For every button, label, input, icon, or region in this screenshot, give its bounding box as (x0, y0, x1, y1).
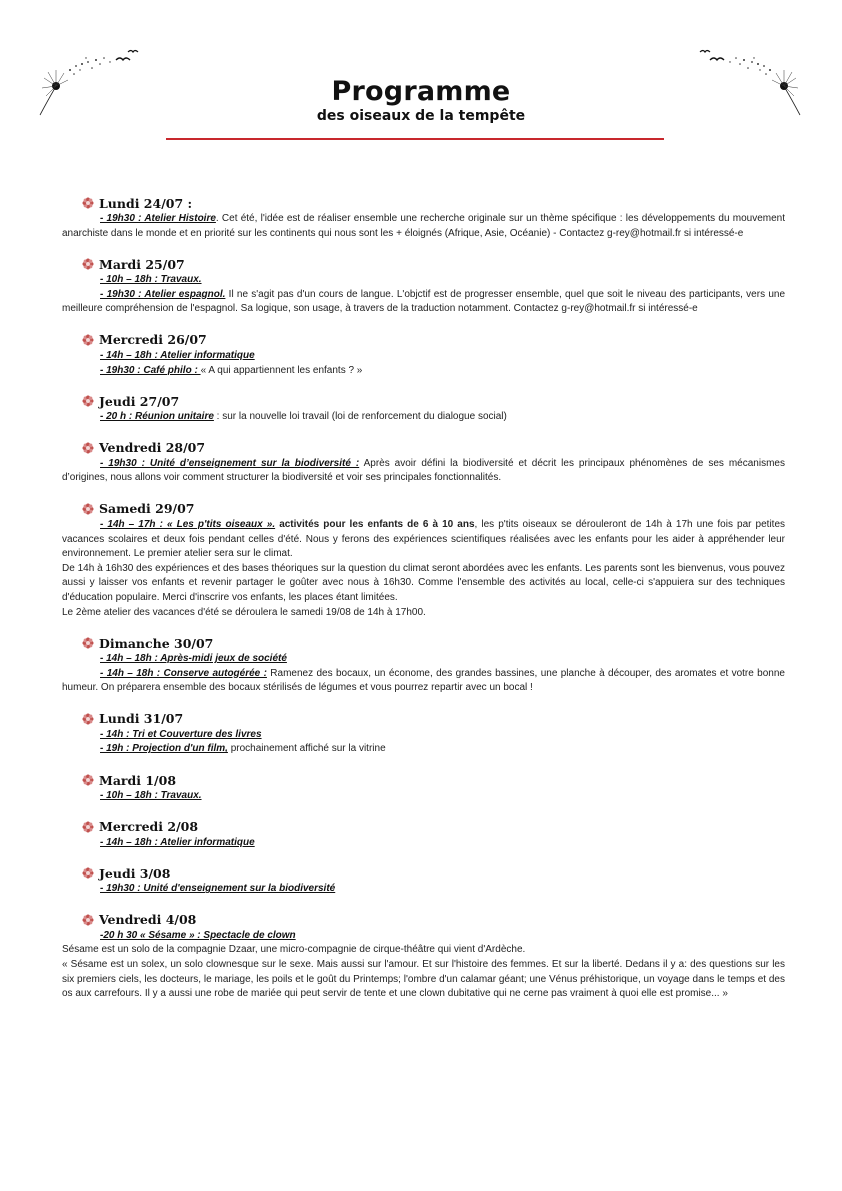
page-title: Programme (331, 76, 511, 107)
event-paragraph (62, 562, 785, 606)
event-label: - 20 h : Réunion unitaire (100, 411, 214, 423)
event-text: « Sésame est un solex, un solo clownesque sur le sexe. Mais aussi sur l'amour. Et sur l'histoire des femmes. Et sur la liberté. Dedans il y a: des questions sur les six premiers ciels, les docteurs, le mariage, les poils et le goût du Printemps; l'ombre d'un calamar géant; une Vénus préhistorique, un voyage dans le temps et des os aux carrefours. Il y a aussi une robe de mariée qui peut servir de tente et une clown dubitative qui ne cerne pas vraiment à quoi elle est promise... » (62, 959, 785, 1000)
day-section (62, 392, 785, 425)
event-paragraph (62, 457, 785, 486)
day-title: Mardi 1/08 (99, 772, 177, 788)
event-label: - 14h – 18h : Après-midi jeux de société (100, 653, 287, 665)
day-section (62, 194, 785, 241)
event-text: . Cet été, l'idée est de réaliser ensemble une recherche originale sur un thème spécifique : les développements du mouvement anarchiste dans le monde et en priorité sur les continents qui nous sont les + éloignés (Afrique, Asie, Océanie) - Contactez g-rey@hotmail.fr si intéressé-e (62, 213, 785, 239)
event-label: - 14h – 18h : Atelier informatique (100, 349, 255, 361)
event-label: - 19h30 : Atelier espagnol. (100, 288, 226, 300)
flower-bullet-icon (82, 503, 94, 515)
day-title: Jeudi 3/08 (99, 865, 171, 881)
day-title: Mercredi 2/08 (99, 819, 199, 835)
event-line (100, 742, 785, 757)
day-section (62, 864, 785, 897)
day-heading (82, 864, 785, 882)
event-paragraph (62, 288, 785, 317)
day-heading (82, 439, 785, 457)
event-line (100, 789, 785, 804)
flower-bullet-icon (82, 774, 94, 786)
day-heading (82, 771, 785, 789)
event-line (100, 349, 785, 364)
flower-bullet-icon (82, 713, 94, 725)
event-text: : sur la nouvelle loi travail (loi de renforcement du dialogue social) (213, 411, 507, 423)
event-line (100, 929, 785, 944)
day-section (62, 439, 785, 486)
day-heading (82, 331, 785, 349)
event-label: - 14h : Tri et Couverture des livres (100, 728, 262, 740)
page-subtitle: des oiseaux de la tempête (316, 108, 526, 124)
title-divider (166, 138, 664, 140)
event-text: , les p'tits oiseaux se dérouleront de 14h à 17h une fois par petites vacances scolaires et deux fois pendant celles d'été. Nous y ferons des expériences scientifiques réalisées avec les enfants pour les aider à appréhender leur environnement. Le premier atelier sera sur le climat. (62, 518, 786, 560)
emphasis-text: activités pour les enfants de 6 à 10 ans (279, 518, 475, 530)
event-line (100, 882, 785, 897)
day-heading (82, 500, 785, 518)
day-title: Lundi 24/07 : (99, 195, 193, 211)
day-section (62, 771, 785, 804)
event-line (100, 728, 785, 743)
event-label: - 19h30 : Atelier Histoire (100, 213, 216, 224)
day-title: Mardi 25/07 (99, 256, 185, 272)
flower-bullet-icon (82, 442, 94, 454)
day-heading (82, 818, 785, 836)
day-heading (82, 911, 785, 929)
day-title: Jeudi 27/07 (99, 393, 180, 409)
event-paragraph (62, 606, 785, 621)
event-paragraph (62, 958, 785, 1002)
day-title: Samedi 29/07 (99, 501, 195, 517)
event-paragraph (62, 943, 785, 958)
event-label: -20 h 30 « Sésame » : Spectacle de clown (100, 929, 296, 941)
event-paragraph (62, 518, 785, 562)
day-heading (82, 255, 785, 273)
event-paragraph (62, 212, 785, 241)
event-text: De 14h à 16h30 des expériences et des bases théoriques sur la question du climat seront abordées avec les enfants. Les parents sont les bienvenus, vous pouvez aussi y laisser vos enfants et revenir partager le goûter avec nous à 16h30. Comme l'ensemble des activités au local, celle-ci s'appuiera sur des techniques d'éducation populaire. Merci d'inscrire vos enfants, les places étant limitées. (62, 562, 785, 603)
event-label: - 14h – 18h : Atelier informatique (100, 836, 255, 848)
day-section (62, 710, 785, 757)
event-label: - 10h – 18h : Travaux. (100, 274, 202, 286)
event-line (100, 836, 785, 851)
day-heading (82, 634, 785, 652)
event-label: - 14h – 17h : « Les p'tits oiseaux ». (100, 518, 276, 530)
flower-bullet-icon (82, 258, 94, 270)
day-title: Lundi 31/07 (99, 711, 184, 727)
day-section (62, 818, 785, 851)
event-text: prochainement affiché sur la vitrine (227, 743, 386, 755)
event-text: Ramenez des bocaux, un économe, des grandes bassines, une planche à découper, des aromates et votre bonne humeur. On préparera ensemble des bocaux stérilisés de légumes et vous pourrez repartir avec un bocal ! (62, 667, 785, 694)
day-section (62, 331, 785, 378)
day-title: Mercredi 26/07 (99, 332, 207, 348)
event-label: - 19h30 : Unité d'enseignement sur la biodiversité (100, 883, 336, 895)
event-line (100, 410, 785, 425)
event-label: - 10h – 18h : Travaux. (100, 790, 202, 802)
flower-bullet-icon (82, 395, 94, 407)
flower-bullet-icon (82, 867, 94, 879)
event-label: - 19h : Projection d'un film, (100, 743, 228, 755)
event-paragraph (62, 667, 785, 696)
flower-bullet-icon (82, 334, 94, 346)
event-text: Après avoir défini la biodiversité et décrit les principaux phénomènes de ses mécanismes d’origines, nous allons voir comment structurer la biodiversité et voir ses principales fonctionnalités. (62, 457, 785, 484)
event-text: Il ne s'agit pas d'un cours de langue. L'objctif est de progresser ensemble, quel que soit le niveau des participants, vers une meilleure compréhension de l'espagnol. Sa logique, son usage, à travers de la traduction notamment. Contactez g-rey@hotmail.fr si intéressé-e (62, 288, 786, 315)
programme-list (62, 188, 785, 1002)
event-line (100, 273, 785, 288)
day-heading (82, 710, 785, 728)
day-heading (82, 194, 785, 212)
title-block (0, 74, 842, 124)
flower-bullet-icon (82, 637, 94, 649)
day-section (62, 500, 785, 620)
event-label: - 19h30 : Café philo : (100, 364, 201, 376)
event-text: « A qui appartiennent les enfants ? » (200, 364, 363, 376)
event-line (100, 364, 785, 379)
day-section (62, 911, 785, 1002)
day-heading (82, 392, 785, 410)
event-line (100, 652, 785, 667)
flower-bullet-icon (82, 821, 94, 833)
day-title: Vendredi 4/08 (99, 912, 197, 928)
day-section (62, 634, 785, 696)
day-title: Dimanche 30/07 (99, 635, 214, 651)
day-section (62, 255, 785, 317)
flower-bullet-icon (82, 197, 94, 209)
event-label: - 19h30 : Unité d’enseignement sur la biodiversité : (100, 457, 360, 469)
event-text: Le 2ème atelier des vacances d'été se déroulera le samedi 19/08 de 14h à 17h00. (62, 606, 426, 618)
flower-bullet-icon (82, 914, 94, 926)
event-text: Sésame est un solo de la compagnie Dzaar, une micro-compagnie de cirque-théâtre qui vient d'Ardèche. (62, 944, 526, 956)
event-label: - 14h – 18h : Conserve autogérée : (100, 667, 267, 679)
day-title: Vendredi 28/07 (99, 440, 206, 456)
